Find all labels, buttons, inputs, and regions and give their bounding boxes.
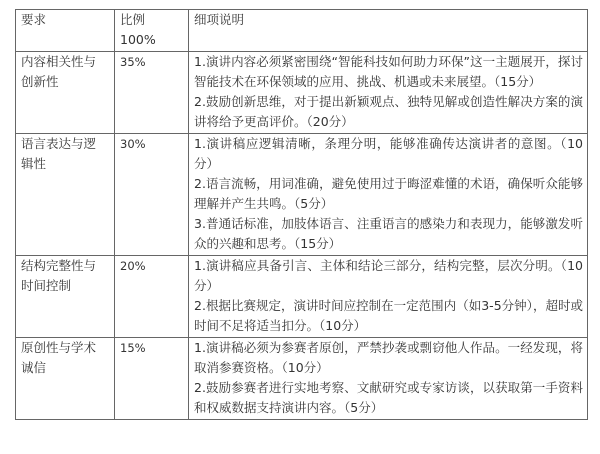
detail-item: 1.演讲稿必须为参赛者原创，严禁抄袭或剽窃他人作品。一经发现，将取消参赛资格。（10分） bbox=[194, 340, 583, 375]
header-details: 细项说明 bbox=[189, 10, 588, 52]
row-details bbox=[189, 338, 588, 420]
detail-item: 3.普通话标准，加肢体语言、注重语言的感染力和表现力，能够激发听众的兴趣和思考。（15分） bbox=[194, 216, 583, 251]
row-weight: 35% bbox=[115, 52, 189, 134]
detail-item: 2.语言流畅，用词准确，避免使用过于晦涩难懂的术语，确保听众能够理解并产生共鸣。（5分） bbox=[194, 176, 583, 211]
criterion-text: 原创性与学术诚信 bbox=[21, 340, 97, 375]
detail-item: 2.鼓励创新思维，对于提出新颖观点、独特见解或创造性解决方案的演讲将给予更高评价。（20分） bbox=[194, 94, 583, 129]
table-row bbox=[16, 256, 588, 338]
detail-item: 2.鼓励参赛者进行实地考察、文献研究或专家访谈，以获取第一手资料和权威数据支持演讲内容。（5分） bbox=[194, 380, 583, 415]
criterion-text: 语言表达与逻辑性 bbox=[21, 136, 97, 171]
header-criterion: 要求 bbox=[16, 10, 115, 52]
row-details bbox=[189, 134, 588, 256]
row-details bbox=[189, 256, 588, 338]
row-criterion bbox=[16, 52, 115, 134]
row-criterion bbox=[16, 134, 115, 256]
header-weight: 比例 100% bbox=[115, 10, 189, 52]
row-weight: 30% bbox=[115, 134, 189, 256]
table-row bbox=[16, 52, 588, 134]
row-weight: 15% bbox=[115, 338, 189, 420]
criterion-text: 内容相关性与创新性 bbox=[21, 54, 97, 89]
table-row bbox=[16, 134, 588, 256]
row-criterion bbox=[16, 338, 115, 420]
row-details bbox=[189, 52, 588, 134]
row-criterion bbox=[16, 256, 115, 338]
detail-item: 1.演讲稿应具备引言、主体和结论三部分，结构完整，层次分明。（10分） bbox=[194, 258, 583, 293]
table-row bbox=[16, 338, 588, 420]
criterion-text: 结构完整性与时间控制 bbox=[21, 258, 97, 293]
table-header-row bbox=[16, 10, 588, 52]
detail-item: 2.根据比赛规定，演讲时间应控制在一定范围内（如3-5分钟），超时或时间不足将适当扣分。（10分） bbox=[194, 298, 583, 333]
scoring-table bbox=[15, 9, 588, 420]
row-weight: 20% bbox=[115, 256, 189, 338]
detail-item: 1.演讲内容必须紧密围绕“智能科技如何助力环保”这一主题展开，探讨智能技术在环保领域的应用、挑战、机遇或未来展望。（15分） bbox=[194, 54, 583, 89]
detail-item: 1.演讲稿应逻辑清晰，条理分明，能够准确传达演讲者的意图。（10分） bbox=[194, 136, 583, 171]
